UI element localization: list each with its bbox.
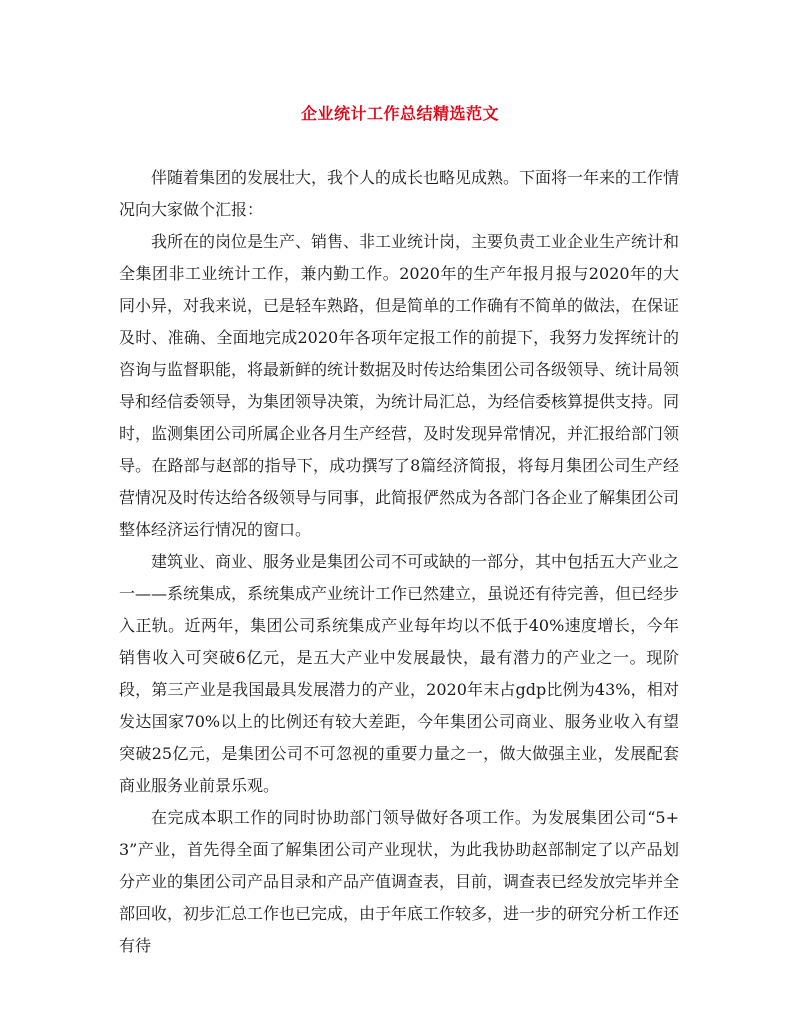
document-body [119, 162, 679, 962]
paragraph-position-duties: 我所在的岗位是生产、销售、非工业统计岗，主要负责工业企业生产统计和全集团非工业统计工作，兼内勤工作。2020年的生产年报月报与2020年的大同小异，对我来说，已是轻车熟路，但是简单的工作确有不简单的做法，在保证及时、准确、全面地完成2020年各项年定报工作的前提下，我努力发挥统计的咨询与监督职能，将最新鲜的统计数据及时传达给集团公司各级领导、统计局领导和经信委领导，为集团领导决策，为统计局汇总，为经信委核算提供支持。同时，监测集团公司所属企业各月生产经营，及时发现异常情况，并汇报给部门领导。在路部与赵部的指导下，成功撰写了8篇经济简报，将每月集团公司生产经营情况及时传达给各级领导与同事，此简报俨然成为各部门各企业了解集团公司整体经济运行情况的窗口。 [119, 232, 680, 539]
paragraph-tertiary-industry: 建筑业、商业、服务业是集团公司不可或缺的一部分，其中包括五大产业之一——系统集成，系统集成产业统计工作已然建立，虽说还有待完善，但已经步入正轨。近两年，集团公司系统集成产业每年均以不低于40%速度增长，今年销售收入可突破6亿元，是五大产业中发展最快，最有潜力的产业之一。现阶段，第三产业是我国最具发展潜力的产业，2020年末占gdp比例为43%，相对发达国家70%以上的比例还有较大差距，今年集团公司商业、服务业收入有望突破25亿元，是集团公司不可忽视的重要力量之一，做大做强主业，发展配套商业服务业前景乐观。 [119, 552, 680, 795]
document-title: 企业统计工作总结精选范文 [300, 104, 499, 123]
paragraph-assist-leadership: 在完成本职工作的同时协助部门领导做好各项工作。为发展集团公司“5+3”产业，首先得全面了解集团公司产业现状，为此我协助赵部制定了以产品划分产业的集团公司产品目录和产品产值调查表，目前，调查表已经发放完毕并全部回收，初步汇总工作也已完成，由于年底工作较多，进一步的研究分析工作还有待 [119, 808, 680, 955]
paragraph-intro: 伴随着集团的发展壮大，我个人的成长也略见成熟。下面将一年来的工作情况向大家做个汇报： [119, 168, 680, 219]
